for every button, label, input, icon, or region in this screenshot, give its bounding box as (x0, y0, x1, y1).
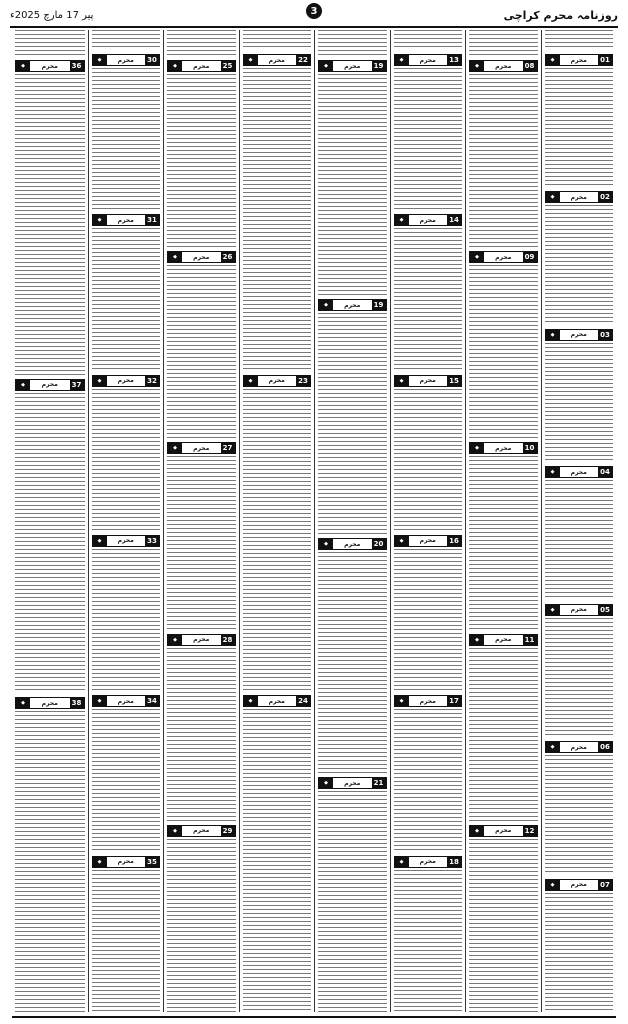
text-block (318, 552, 387, 773)
notice (394, 375, 463, 531)
column (88, 30, 164, 1012)
emblem-icon: ◆ (168, 252, 182, 262)
notice-header (167, 251, 236, 263)
text-block (15, 393, 85, 694)
notice-number: 33 (145, 536, 159, 546)
notice (469, 442, 538, 629)
notice (92, 375, 161, 531)
notice-header (394, 535, 463, 547)
notice-header (545, 466, 614, 478)
text-block (167, 456, 236, 629)
notice-number: 06 (598, 742, 612, 752)
notice (545, 191, 614, 324)
notice-number: 01 (598, 55, 612, 65)
notice-number: 23 (296, 376, 310, 386)
notice (545, 604, 614, 737)
notice (469, 825, 538, 1012)
notice (394, 695, 463, 851)
notice-label: محرم (484, 443, 523, 453)
notice-header (318, 538, 387, 550)
text-block (318, 74, 387, 295)
notice-label: محرم (409, 215, 448, 225)
notice (469, 60, 538, 247)
text-block (545, 205, 614, 324)
text-block (545, 343, 614, 462)
emblem-icon: ◆ (319, 778, 333, 788)
notice-label: محرم (107, 536, 146, 546)
notice-header (469, 60, 538, 72)
notice (92, 214, 161, 370)
column (541, 30, 617, 1012)
notice-label: محرم (182, 443, 221, 453)
text-block (545, 755, 614, 874)
notice-number: 29 (221, 826, 235, 836)
notice-label: محرم (484, 61, 523, 71)
notice (167, 251, 236, 438)
notice-label: محرم (484, 826, 523, 836)
notice-number: 21 (372, 778, 386, 788)
notice (318, 538, 387, 773)
notice-header (92, 375, 161, 387)
emblem-icon: ◆ (168, 61, 182, 71)
notice-number: 14 (447, 215, 461, 225)
text-block (318, 791, 387, 1012)
notice-number: 36 (70, 61, 84, 71)
text-block (167, 74, 236, 247)
text-block (545, 618, 614, 737)
emblem-icon: ◆ (470, 635, 484, 645)
notice-header (243, 375, 312, 387)
notice-header (167, 825, 236, 837)
text-block (394, 389, 463, 531)
text-block (167, 839, 236, 1012)
classified-columns (12, 30, 616, 1012)
notice-number: 24 (296, 696, 310, 706)
notice (167, 634, 236, 821)
masthead: روزنامہ محرم کراچی (503, 8, 618, 22)
notice-header (469, 442, 538, 454)
text-block (15, 711, 85, 1012)
text-block (394, 30, 463, 50)
emblem-icon: ◆ (546, 605, 560, 615)
text-block (394, 870, 463, 1012)
notice-number: 32 (145, 376, 159, 386)
notice-header (167, 634, 236, 646)
text-block (15, 74, 85, 375)
notice (545, 466, 614, 599)
text-block (469, 648, 538, 821)
notice-header (545, 604, 614, 616)
notice-number: 11 (523, 635, 537, 645)
text-block (92, 228, 161, 370)
notice-number: 30 (145, 55, 159, 65)
text-block (545, 480, 614, 599)
notice-header (469, 825, 538, 837)
emblem-icon: ◆ (470, 443, 484, 453)
notice (92, 856, 161, 1012)
notice-label: محرم (409, 376, 448, 386)
notice-header (15, 697, 85, 709)
notice-number: 35 (145, 857, 159, 867)
notice-number: 05 (598, 605, 612, 615)
notice-label: محرم (107, 857, 146, 867)
notice-header (394, 856, 463, 868)
column (163, 30, 239, 1012)
notice-header (318, 299, 387, 311)
notice (15, 697, 85, 1012)
text-block (92, 870, 161, 1012)
text-block (394, 549, 463, 691)
text-block (92, 30, 161, 50)
text-block (243, 389, 312, 692)
notice (469, 251, 538, 438)
notice-label: محرم (182, 252, 221, 262)
emblem-icon: ◆ (93, 536, 107, 546)
notice-header (545, 191, 614, 203)
page-number-badge: 3 (306, 3, 322, 19)
emblem-icon: ◆ (16, 61, 30, 71)
notice-label: محرم (560, 605, 599, 615)
emblem-icon: ◆ (395, 376, 409, 386)
text-block (243, 30, 312, 50)
notice-number: 28 (221, 635, 235, 645)
notice (92, 535, 161, 691)
emblem-icon: ◆ (546, 880, 560, 890)
text-block (469, 265, 538, 438)
emblem-icon: ◆ (395, 215, 409, 225)
notice-label: محرم (333, 300, 372, 310)
emblem-icon: ◆ (546, 55, 560, 65)
notice-header (318, 777, 387, 789)
notice (469, 634, 538, 821)
notice-header (92, 695, 161, 707)
notice-header (92, 535, 161, 547)
text-block (469, 30, 538, 56)
notice (545, 329, 614, 462)
notice-header (394, 54, 463, 66)
notice-number: 37 (70, 380, 84, 390)
notice-number: 19 (372, 300, 386, 310)
notice (15, 379, 85, 694)
notice-header (243, 54, 312, 66)
notice-number: 17 (447, 696, 461, 706)
text-block (318, 313, 387, 534)
column (12, 30, 88, 1012)
notice-header (243, 695, 312, 707)
notice (92, 695, 161, 851)
text-block (92, 549, 161, 691)
notice-number: 31 (145, 215, 159, 225)
text-block (15, 30, 85, 56)
text-block (469, 74, 538, 247)
emblem-icon: ◆ (93, 215, 107, 225)
emblem-icon: ◆ (470, 61, 484, 71)
text-block (394, 68, 463, 210)
footer-rule (12, 1016, 616, 1018)
notice-number: 27 (221, 443, 235, 453)
notice (167, 60, 236, 247)
notice (167, 442, 236, 629)
emblem-icon: ◆ (168, 443, 182, 453)
emblem-icon: ◆ (93, 55, 107, 65)
notice-number: 38 (70, 698, 84, 708)
notice-header (394, 214, 463, 226)
notice (243, 695, 312, 1012)
notice-label: محرم (560, 330, 599, 340)
notice-label: محرم (107, 696, 146, 706)
notice (92, 54, 161, 210)
notice-label: محرم (333, 61, 372, 71)
notice-label: محرم (484, 252, 523, 262)
notice-label: محرم (409, 857, 448, 867)
notice-label: محرم (258, 696, 297, 706)
emblem-icon: ◆ (470, 252, 484, 262)
notice-header (545, 54, 614, 66)
text-block (167, 648, 236, 821)
notice-number: 22 (296, 55, 310, 65)
notice-label: محرم (409, 536, 448, 546)
notice-number: 02 (598, 192, 612, 202)
notice-number: 15 (447, 376, 461, 386)
text-block (167, 265, 236, 438)
notice-header (92, 54, 161, 66)
notice (318, 60, 387, 295)
text-block (545, 893, 614, 1012)
notice-label: محرم (333, 539, 372, 549)
notice-label: محرم (30, 698, 70, 708)
notice (318, 777, 387, 1012)
notice-header (15, 379, 85, 391)
notice (545, 741, 614, 874)
notice (545, 54, 614, 187)
notice-label: محرم (258, 55, 297, 65)
notice-label: محرم (333, 778, 372, 788)
notice (318, 299, 387, 534)
notice-label: محرم (182, 826, 221, 836)
notice-label: محرم (107, 215, 146, 225)
notice-label: محرم (30, 61, 70, 71)
notice-label: محرم (182, 61, 221, 71)
notice (394, 535, 463, 691)
notice (394, 214, 463, 370)
emblem-icon: ◆ (244, 696, 258, 706)
notice-number: 34 (145, 696, 159, 706)
text-block (167, 30, 236, 56)
notice-number: 09 (523, 252, 537, 262)
column (465, 30, 541, 1012)
emblem-icon: ◆ (546, 742, 560, 752)
text-block (243, 68, 312, 371)
text-block (243, 709, 312, 1012)
notice-number: 04 (598, 467, 612, 477)
emblem-icon: ◆ (93, 857, 107, 867)
emblem-icon: ◆ (319, 539, 333, 549)
notice-header (469, 634, 538, 646)
column (390, 30, 466, 1012)
notice-header (318, 60, 387, 72)
notice-header (92, 856, 161, 868)
text-block (394, 709, 463, 851)
notice-label: محرم (484, 635, 523, 645)
emblem-icon: ◆ (168, 826, 182, 836)
notice-label: محرم (560, 55, 599, 65)
notice-number: 26 (221, 252, 235, 262)
emblem-icon: ◆ (168, 635, 182, 645)
text-block (469, 839, 538, 1012)
emblem-icon: ◆ (546, 467, 560, 477)
notice (167, 825, 236, 1012)
text-block (394, 228, 463, 370)
emblem-icon: ◆ (395, 536, 409, 546)
notice-number: 07 (598, 880, 612, 890)
notice-header (545, 741, 614, 753)
notice-label: محرم (30, 380, 70, 390)
notice-number: 16 (447, 536, 461, 546)
notice-number: 12 (523, 826, 537, 836)
notice-header (394, 695, 463, 707)
notice-number: 25 (221, 61, 235, 71)
emblem-icon: ◆ (16, 698, 30, 708)
emblem-icon: ◆ (244, 376, 258, 386)
text-block (92, 389, 161, 531)
notice-number: 08 (523, 61, 537, 71)
notice (243, 54, 312, 371)
notice-number: 20 (372, 539, 386, 549)
notice-label: محرم (560, 742, 599, 752)
emblem-icon: ◆ (319, 300, 333, 310)
emblem-icon: ◆ (546, 330, 560, 340)
notice-header (469, 251, 538, 263)
emblem-icon: ◆ (470, 826, 484, 836)
notice-label: محرم (107, 55, 146, 65)
emblem-icon: ◆ (395, 696, 409, 706)
notice-header (15, 60, 85, 72)
emblem-icon: ◆ (244, 55, 258, 65)
notice-number: 18 (447, 857, 461, 867)
text-block (92, 709, 161, 851)
notice-number: 10 (523, 443, 537, 453)
notice-label: محرم (409, 55, 448, 65)
notice-number: 19 (372, 61, 386, 71)
notice-label: محرم (560, 467, 599, 477)
notice-label: محرم (409, 696, 448, 706)
column (239, 30, 315, 1012)
text-block (469, 456, 538, 629)
emblem-icon: ◆ (93, 696, 107, 706)
dateline: پیر 17 مارچ 2025ء (10, 9, 94, 21)
notice (243, 375, 312, 692)
notice-header (545, 879, 614, 891)
notice-label: محرم (560, 880, 599, 890)
notice-header (92, 214, 161, 226)
notice (545, 879, 614, 1012)
notice-header (167, 442, 236, 454)
notice-label: محرم (107, 376, 146, 386)
text-block (545, 30, 614, 50)
emblem-icon: ◆ (546, 192, 560, 202)
text-block (92, 68, 161, 210)
notice-number: 13 (447, 55, 461, 65)
notice-label: محرم (258, 376, 297, 386)
notice (15, 60, 85, 375)
notice-number: 03 (598, 330, 612, 340)
notice (394, 856, 463, 1012)
emblem-icon: ◆ (93, 376, 107, 386)
notice (394, 54, 463, 210)
text-block (545, 68, 614, 187)
column (314, 30, 390, 1012)
emblem-icon: ◆ (395, 55, 409, 65)
notice-header (394, 375, 463, 387)
emblem-icon: ◆ (395, 857, 409, 867)
emblem-icon: ◆ (319, 61, 333, 71)
notice-label: محرم (182, 635, 221, 645)
emblem-icon: ◆ (16, 380, 30, 390)
text-block (318, 30, 387, 56)
notice-header (167, 60, 236, 72)
notice-label: محرم (560, 192, 599, 202)
notice-header (545, 329, 614, 341)
